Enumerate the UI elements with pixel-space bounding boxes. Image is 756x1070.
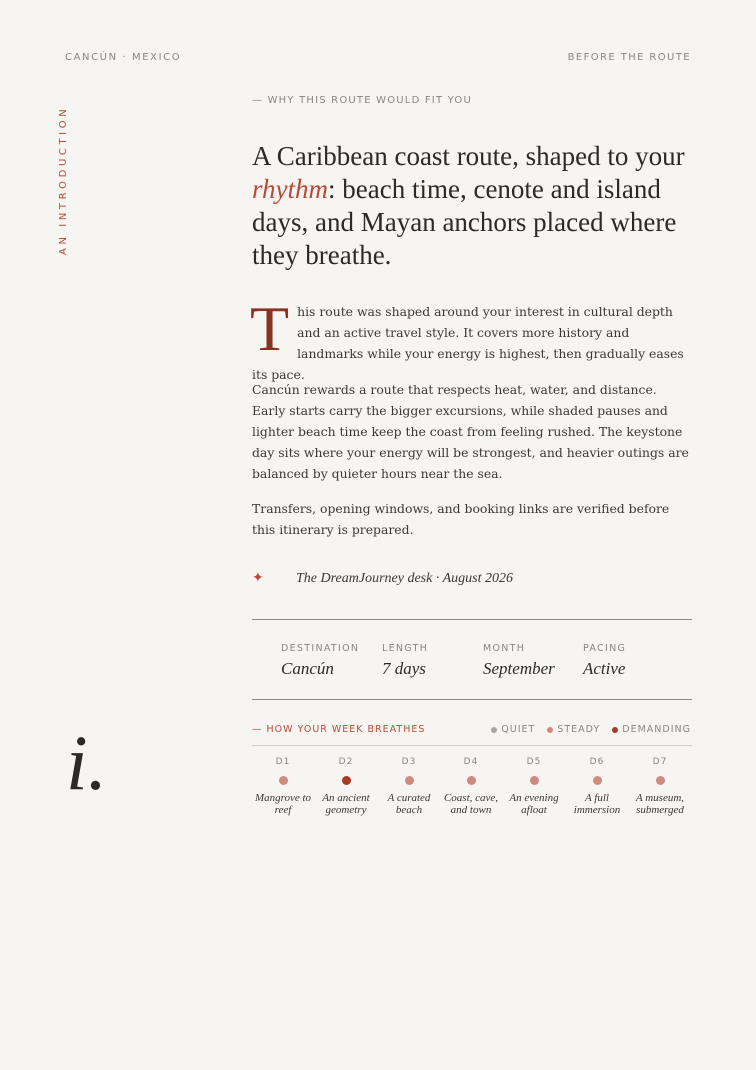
fact-pacing <box>583 643 626 679</box>
day-number: D5 <box>526 757 542 767</box>
fact-value: September <box>483 659 555 678</box>
day-number: D6 <box>589 757 605 767</box>
intro-paragraph-3: Transfers, opening windows, and booking links are verified before this itinerary is prepared. <box>252 501 670 537</box>
day-title: An evening afloat <box>509 792 559 816</box>
fact-label: PACING <box>583 643 627 654</box>
signature-text: The DreamJourney desk · August 2026 <box>296 571 513 586</box>
legend-dot-icon <box>612 727 618 733</box>
day-title: A curated beach <box>387 792 431 816</box>
week-divider <box>252 745 692 746</box>
day-item <box>566 757 628 816</box>
legend-quiet <box>491 724 535 735</box>
day-item <box>378 757 440 816</box>
intensity-dot-icon <box>279 776 288 785</box>
fact-value: Cancún <box>281 659 334 678</box>
fact-value: 7 days <box>382 659 426 678</box>
fact-destination <box>281 643 359 679</box>
legend-label: QUIET <box>501 724 536 735</box>
headline-end: : beach time, cenote and island days, and Mayan anchors placed where they breathe. <box>252 174 677 270</box>
legend-demanding <box>612 724 691 735</box>
week-title: — HOW YOUR WEEK BREATHES <box>252 724 426 735</box>
day-title: Coast, cave, and town <box>443 792 499 816</box>
intensity-dot-icon <box>530 776 539 785</box>
day-title: A full immersion <box>573 792 621 816</box>
headline-emphasis: rhythm <box>252 174 329 204</box>
intro-paragraph-1 <box>250 293 692 385</box>
intro-paragraph-2: Cancún rewards a route that respects heat, water, and distance. Early starts carry the bigger excursions, while shaded pauses and lighter beach time keep the coast from feeling rushed. The keystone day sits where your energy will be strongest, and heavier outings are balanced by quieter hours near the sea. <box>252 382 689 481</box>
side-label: AN INTRODUCTION <box>58 105 69 255</box>
fact-label: LENGTH <box>382 643 429 654</box>
intensity-dot-icon <box>656 776 665 785</box>
fact-length <box>382 643 428 679</box>
day-title: Mangrove to reef <box>254 792 312 816</box>
intensity-dot-icon <box>405 776 414 785</box>
intensity-legend <box>491 724 691 735</box>
headline <box>252 140 702 272</box>
fact-label: MONTH <box>483 643 526 654</box>
day-number: D2 <box>338 757 354 767</box>
legend-steady <box>547 724 600 735</box>
day-title: An ancient geometry <box>322 792 370 816</box>
intensity-dot-icon <box>342 776 351 785</box>
signature <box>252 570 513 587</box>
day-number: D4 <box>463 757 479 767</box>
day-number: D3 <box>401 757 417 767</box>
divider-top <box>252 619 692 620</box>
day-item <box>440 757 502 816</box>
location-label: CANCÚN · MEXICO <box>65 52 182 63</box>
week-timeline <box>252 757 692 827</box>
fact-month <box>483 643 555 679</box>
day-item <box>503 757 565 816</box>
fact-value: Active <box>583 659 626 678</box>
intensity-dot-icon <box>593 776 602 785</box>
eyebrow: — WHY THIS ROUTE WOULD FIT YOU <box>252 95 472 106</box>
four-point-star-icon: ✦ <box>252 570 264 586</box>
chapter-numeral: i. <box>66 719 108 806</box>
day-item <box>315 757 377 816</box>
intro-paragraph-1-text: his route was shaped around your interest in cultural depth and an active travel style. It covers more history and landmarks while your energy is highest, then gradually eases its pace. <box>252 304 684 382</box>
day-title: A museum, submerged <box>635 792 685 816</box>
intensity-dot-icon <box>467 776 476 785</box>
day-item <box>629 757 691 816</box>
legend-dot-icon <box>547 727 553 733</box>
day-number: D1 <box>275 757 291 767</box>
trip-facts <box>252 643 692 683</box>
legend-label: STEADY <box>557 724 601 735</box>
divider-bottom <box>252 699 692 700</box>
legend-dot-icon <box>491 727 497 733</box>
headline-start: A Caribbean coast route, shaped to your <box>252 141 685 171</box>
section-label: BEFORE THE ROUTE <box>567 52 691 63</box>
day-item <box>252 757 314 816</box>
legend-label: DEMANDING <box>622 724 691 735</box>
drop-cap: T <box>250 293 290 364</box>
fact-label: DESTINATION <box>281 643 360 654</box>
day-number: D7 <box>652 757 668 767</box>
